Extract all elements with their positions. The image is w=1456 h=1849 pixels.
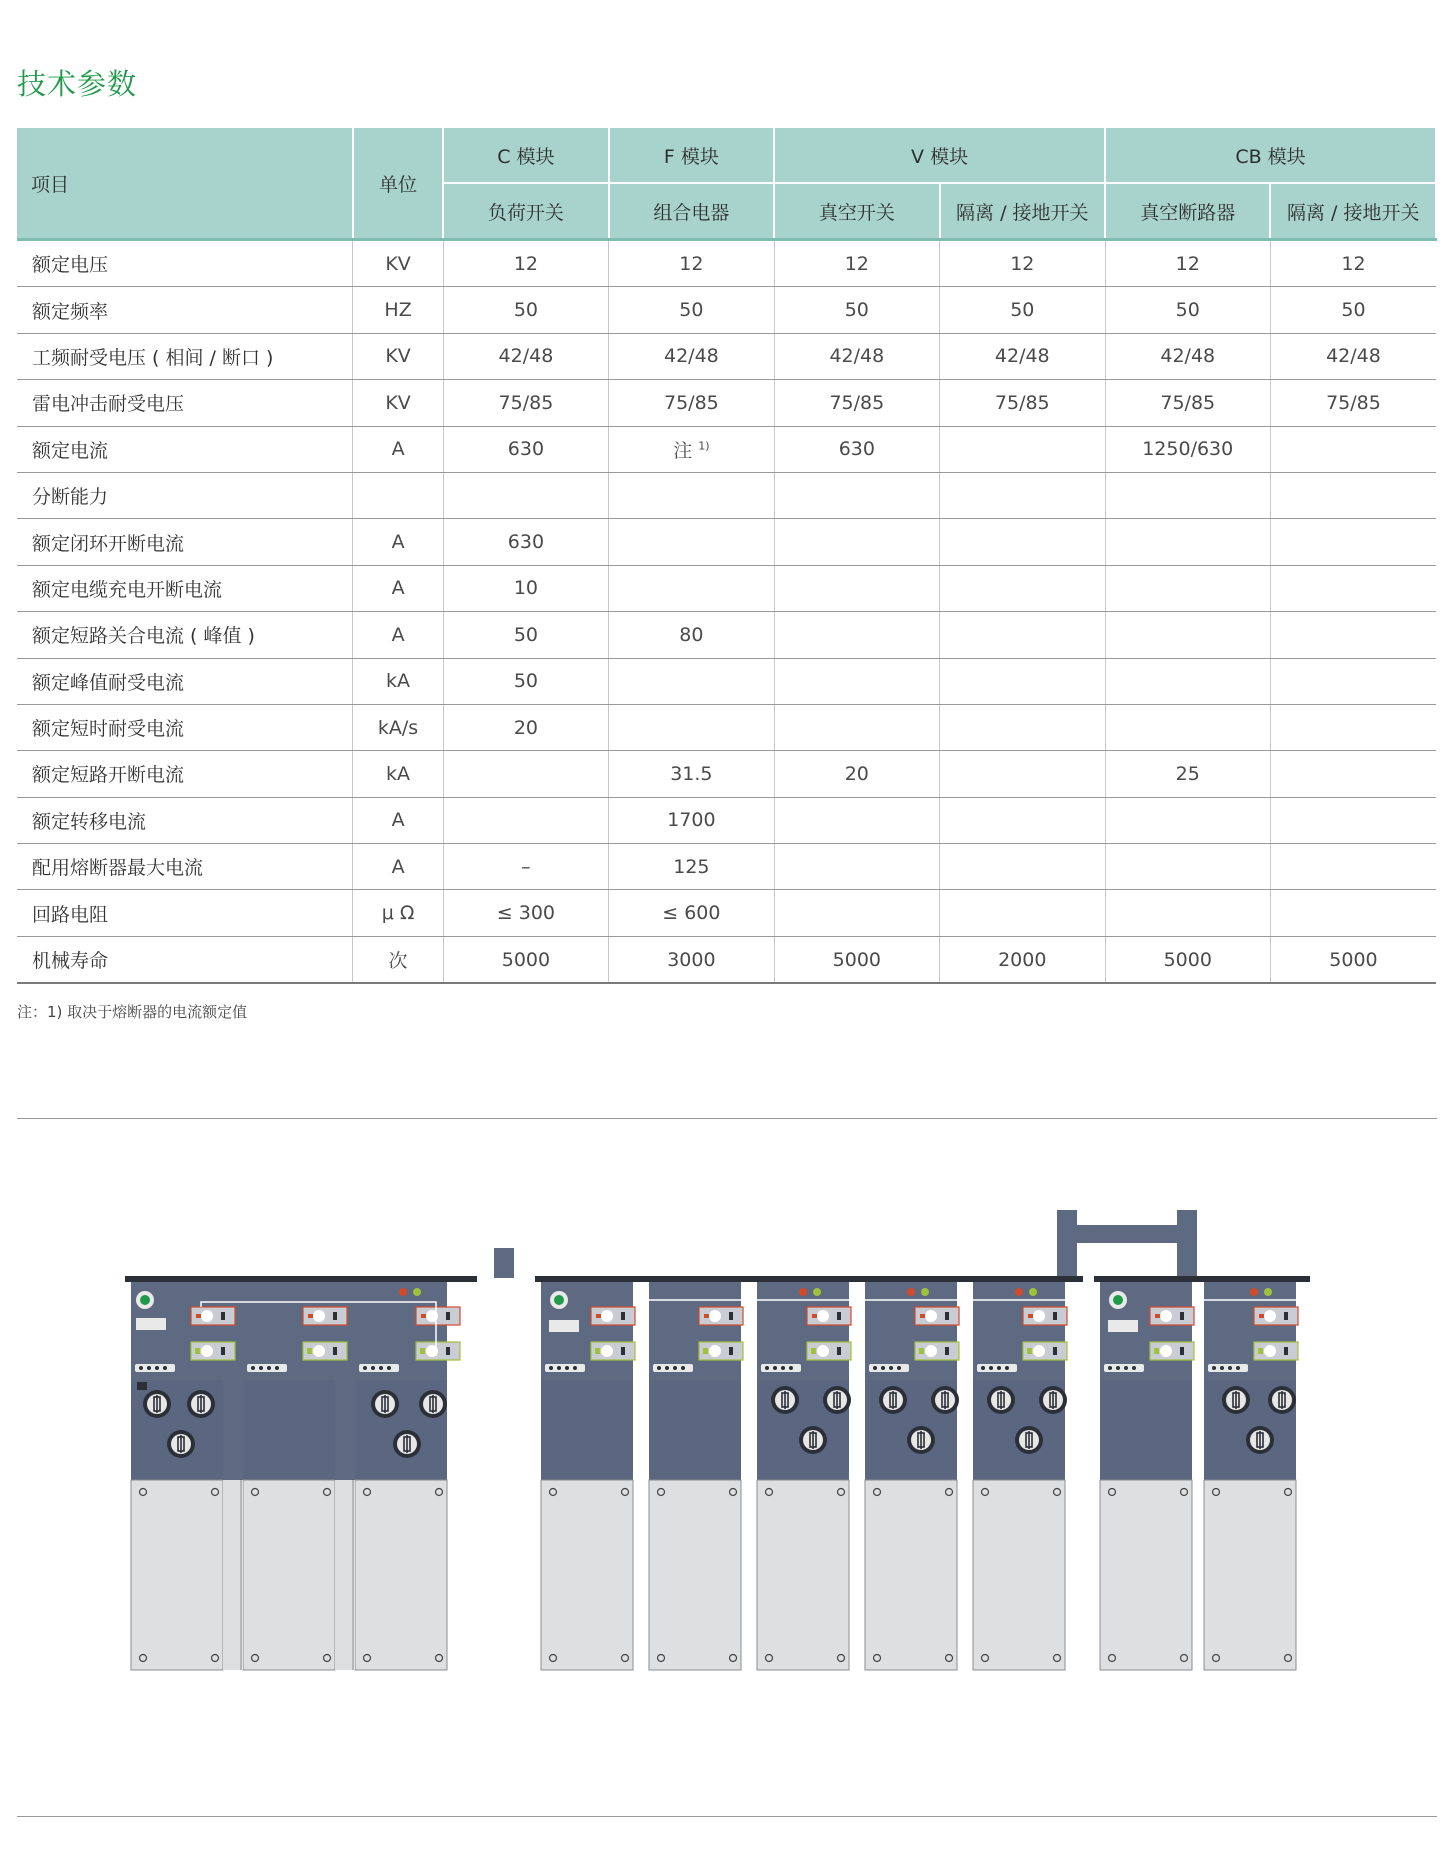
- row-value: [940, 844, 1105, 890]
- row-label: 额定转移电流: [17, 797, 353, 843]
- header-sub: 真空开关: [774, 183, 939, 240]
- row-value: [443, 751, 608, 797]
- row-value: [1270, 704, 1436, 750]
- row-value: 75/85: [774, 380, 939, 426]
- header-sub: 隔离 / 接地开关: [1270, 183, 1436, 240]
- table-row: [17, 240, 1436, 287]
- row-label: 工频耐受电压 ( 相间 / 断口 ): [17, 333, 353, 379]
- row-value: [774, 797, 939, 843]
- table-row: [17, 751, 1436, 797]
- row-value: [1270, 797, 1436, 843]
- row-label: 额定频率: [17, 287, 353, 333]
- row-label: 回路电阻: [17, 890, 353, 936]
- row-value: 50: [443, 612, 608, 658]
- row-value: 50: [609, 287, 774, 333]
- row-value: 20: [443, 704, 608, 750]
- row-value: [1105, 844, 1270, 890]
- row-value: 75/85: [1105, 380, 1270, 426]
- row-value: [940, 751, 1105, 797]
- table-row: [17, 612, 1436, 658]
- row-unit: KV: [353, 380, 443, 426]
- table-row: [17, 426, 1436, 472]
- row-value: 1250/630: [1105, 426, 1270, 472]
- row-value: 125: [609, 844, 774, 890]
- row-value: 31.5: [609, 751, 774, 797]
- row-label: 机械寿命: [17, 936, 353, 983]
- row-label: 额定电流: [17, 426, 353, 472]
- row-unit: 次: [353, 936, 443, 983]
- row-value: 630: [774, 426, 939, 472]
- header-sub: 真空断路器: [1105, 183, 1270, 240]
- row-unit: μ Ω: [353, 890, 443, 936]
- row-value: [1105, 612, 1270, 658]
- row-value: [940, 704, 1105, 750]
- row-value: 42/48: [774, 333, 939, 379]
- table-row: [17, 472, 1436, 518]
- row-value: [1105, 658, 1270, 704]
- table-row: [17, 890, 1436, 936]
- row-unit: A: [353, 844, 443, 890]
- row-unit: kA: [353, 751, 443, 797]
- row-value: 3000: [609, 936, 774, 983]
- row-value: 630: [443, 426, 608, 472]
- row-value: 注 $^{1)}$: [609, 426, 774, 472]
- row-unit: KV: [353, 240, 443, 287]
- row-value: [1105, 472, 1270, 518]
- row-value: [774, 519, 939, 565]
- row-unit: HZ: [353, 287, 443, 333]
- row-value: –: [443, 844, 608, 890]
- row-value: 42/48: [1105, 333, 1270, 379]
- row-value: [1105, 890, 1270, 936]
- row-value: 50: [774, 287, 939, 333]
- switchgear-illustration: [0, 1180, 1456, 1740]
- row-value: [940, 658, 1105, 704]
- row-value: [774, 565, 939, 611]
- row-label: 额定短路关合电流 ( 峰值 ): [17, 612, 353, 658]
- row-value: [1270, 519, 1436, 565]
- row-value: 75/85: [1270, 380, 1436, 426]
- row-value: 42/48: [1270, 333, 1436, 379]
- table-row: [17, 704, 1436, 750]
- row-value: [443, 797, 608, 843]
- row-label: 额定峰值耐受电流: [17, 658, 353, 704]
- row-unit: kA/s: [353, 704, 443, 750]
- row-value: [774, 658, 939, 704]
- row-value: [774, 704, 939, 750]
- row-value: [1105, 519, 1270, 565]
- row-unit: KV: [353, 333, 443, 379]
- row-value: 1700: [609, 797, 774, 843]
- row-value: 12: [940, 240, 1105, 287]
- table-row: [17, 844, 1436, 890]
- row-value: [1270, 844, 1436, 890]
- table-row: [17, 333, 1436, 379]
- row-value: 50: [443, 658, 608, 704]
- row-value: 75/85: [940, 380, 1105, 426]
- row-value: [609, 658, 774, 704]
- header-sub: 隔离 / 接地开关: [940, 183, 1105, 240]
- header-sub: 组合电器: [609, 183, 774, 240]
- row-value: [1270, 658, 1436, 704]
- row-value: [940, 612, 1105, 658]
- row-value: 50: [1105, 287, 1270, 333]
- divider: [17, 1816, 1437, 1817]
- row-label: 额定闭环开断电流: [17, 519, 353, 565]
- row-value: 2000: [940, 936, 1105, 983]
- row-value: [1270, 426, 1436, 472]
- row-value: ≤ 600: [609, 890, 774, 936]
- row-value: 12: [1105, 240, 1270, 287]
- row-unit: A: [353, 565, 443, 611]
- row-value: 5000: [1105, 936, 1270, 983]
- row-label: 分断能力: [17, 472, 353, 518]
- table-row: [17, 797, 1436, 843]
- row-value: [1105, 565, 1270, 611]
- row-value: [1270, 565, 1436, 611]
- row-value: 50: [1270, 287, 1436, 333]
- row-value: [609, 704, 774, 750]
- row-value: [940, 797, 1105, 843]
- row-value: [1105, 704, 1270, 750]
- row-label: 额定短时耐受电流: [17, 704, 353, 750]
- row-value: 42/48: [940, 333, 1105, 379]
- footnote: 注：1) 取决于熔断器的电流额定值: [17, 1003, 248, 1021]
- row-value: [774, 844, 939, 890]
- row-unit: A: [353, 426, 443, 472]
- row-value: 12: [443, 240, 608, 287]
- row-value: [1270, 472, 1436, 518]
- row-value: 50: [940, 287, 1105, 333]
- divider: [17, 1118, 1437, 1119]
- row-value: 5000: [774, 936, 939, 983]
- table-row: [17, 287, 1436, 333]
- row-unit: A: [353, 797, 443, 843]
- header-sub: 负荷开关: [443, 183, 608, 240]
- row-value: 5000: [1270, 936, 1436, 983]
- row-value: 42/48: [609, 333, 774, 379]
- spec-table: [17, 128, 1437, 984]
- row-value: [609, 472, 774, 518]
- row-value: [1270, 890, 1436, 936]
- row-value: [609, 519, 774, 565]
- row-unit: kA: [353, 658, 443, 704]
- row-value: 12: [1270, 240, 1436, 287]
- table-row: [17, 519, 1436, 565]
- row-value: [774, 472, 939, 518]
- row-value: [1270, 751, 1436, 797]
- row-value: [940, 472, 1105, 518]
- row-unit: A: [353, 612, 443, 658]
- header-c-module: C 模块: [443, 128, 608, 183]
- row-value: [940, 565, 1105, 611]
- row-value: 12: [774, 240, 939, 287]
- row-value: [940, 519, 1105, 565]
- header-item: 项目: [17, 128, 353, 240]
- row-value: 12: [609, 240, 774, 287]
- row-value: [774, 890, 939, 936]
- table-row: [17, 936, 1436, 983]
- header-v-module: V 模块: [774, 128, 1105, 183]
- row-value: [609, 565, 774, 611]
- row-value: 10: [443, 565, 608, 611]
- row-value: 80: [609, 612, 774, 658]
- table-row: [17, 658, 1436, 704]
- table-row: [17, 565, 1436, 611]
- table-row: [17, 380, 1436, 426]
- row-label: 配用熔断器最大电流: [17, 844, 353, 890]
- row-value: [940, 426, 1105, 472]
- row-value: 75/85: [609, 380, 774, 426]
- row-unit: [353, 472, 443, 518]
- header-unit: 单位: [353, 128, 443, 240]
- row-value: 5000: [443, 936, 608, 983]
- row-unit: A: [353, 519, 443, 565]
- row-value: [940, 890, 1105, 936]
- row-value: 630: [443, 519, 608, 565]
- header-f-module: F 模块: [609, 128, 774, 183]
- row-label: 额定短路开断电流: [17, 751, 353, 797]
- row-value: [774, 612, 939, 658]
- footnote-marker: 1): [698, 439, 710, 453]
- row-value: 25: [1105, 751, 1270, 797]
- row-value: ≤ 300: [443, 890, 608, 936]
- row-value: [1105, 797, 1270, 843]
- row-value: 20: [774, 751, 939, 797]
- row-label: 额定电压: [17, 240, 353, 287]
- page-title: 技术参数: [17, 67, 138, 101]
- row-value: [1270, 612, 1436, 658]
- row-label: 雷电冲击耐受电压: [17, 380, 353, 426]
- row-value: 75/85: [443, 380, 608, 426]
- row-value: [443, 472, 608, 518]
- row-value: 42/48: [443, 333, 608, 379]
- row-label: 额定电缆充电开断电流: [17, 565, 353, 611]
- header-cb-module: CB 模块: [1105, 128, 1436, 183]
- row-value: 50: [443, 287, 608, 333]
